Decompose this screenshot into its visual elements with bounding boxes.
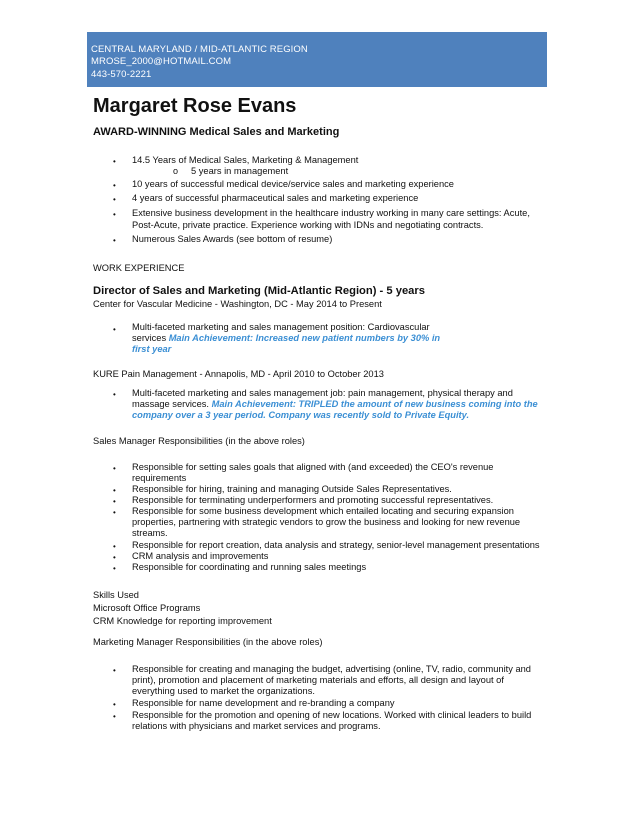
- skill-item: CRM Knowledge for reporting improvement: [93, 616, 272, 626]
- summary-item: Numerous Sales Awards (see bottom of resume): [132, 234, 333, 244]
- bullet-icon: •: [113, 181, 116, 190]
- bullet-icon: •: [113, 553, 116, 562]
- job-bullet-text: services: [132, 333, 169, 343]
- section-heading-work-experience: WORK EXPERIENCE: [93, 263, 185, 273]
- skill-item: Microsoft Office Programs: [93, 603, 201, 613]
- responsibility-item-continued: print), promotion and placement of marketing materials and efforts, all design and layout of: [132, 675, 504, 685]
- responsibility-item: Responsible for coordinating and running sales meetings: [132, 562, 367, 572]
- bullet-icon: •: [113, 390, 116, 399]
- summary-item: 14.5 Years of Medical Sales, Marketing & Management: [132, 155, 359, 165]
- responsibility-item: CRM analysis and improvements: [132, 551, 269, 561]
- responsibility-item: Responsible for the promotion and opening of new locations. Worked with clinical leaders to build: [132, 710, 532, 720]
- bullet-icon: •: [113, 564, 116, 573]
- bullet-icon: •: [113, 700, 116, 709]
- summary-item: 4 years of successful pharmaceutical sales and marketing experience: [132, 193, 419, 203]
- bullet-icon: •: [113, 712, 116, 721]
- sub-bullet-icon: o: [173, 166, 179, 176]
- skills-heading: Skills Used: [93, 590, 139, 600]
- section-heading-marketing-responsibilities: Marketing Manager Responsibilities (in the above roles): [93, 637, 323, 647]
- candidate-name: Margaret Rose Evans: [93, 95, 297, 117]
- responsibility-item: Responsible for setting sales goals that aligned with (and exceeded) the CEO's revenue: [132, 462, 494, 472]
- job-bullet: Multi-faceted marketing and sales management position: Cardiovascular: [132, 322, 430, 332]
- responsibility-item: Responsible for hiring, training and managing Outside Sales Representatives.: [132, 484, 452, 494]
- job-bullet-text: massage services.: [132, 399, 212, 409]
- tagline: AWARD-WINNING Medical Sales and Marketing: [93, 126, 340, 138]
- bullet-icon: •: [113, 666, 116, 675]
- bullet-icon: •: [113, 325, 116, 334]
- job-bullet-continued: [132, 399, 538, 411]
- job-employer: Center for Vascular Medicine - Washington, DC - May 2014 to Present: [93, 299, 382, 309]
- responsibility-item-continued: streams.: [132, 528, 168, 538]
- bullet-icon: •: [113, 157, 116, 166]
- responsibility-item: Responsible for report creation, data analysis and strategy, senior-level management presentations: [132, 540, 540, 550]
- responsibility-item: Responsible for terminating underperformers and promoting successful representatives.: [132, 495, 494, 505]
- header-email: MROSE_2000@HOTMAIL.COM: [91, 56, 232, 67]
- bullet-icon: •: [113, 195, 116, 204]
- bullet-icon: •: [113, 497, 116, 506]
- responsibility-item-continued: everything used to market the organizations.: [132, 686, 315, 696]
- bullet-icon: •: [113, 508, 116, 517]
- bullet-icon: •: [113, 236, 116, 245]
- responsibility-item-continued: requirements: [132, 473, 187, 483]
- job-bullet: Multi-faceted marketing and sales management job: pain management, physical therapy and: [132, 388, 513, 398]
- job-employer: KURE Pain Management - Annapolis, MD - April 2010 to October 2013: [93, 369, 384, 379]
- header-region: CENTRAL MARYLAND / MID-ATLANTIC REGION: [91, 44, 308, 55]
- header-phone: 443-570-2221: [91, 69, 152, 80]
- main-achievement: Main Achievement: Increased new patient numbers by 30% in: [168, 333, 441, 343]
- bullet-icon: •: [113, 542, 116, 551]
- bullet-icon: •: [113, 210, 116, 219]
- responsibility-item: Responsible for name development and re-branding a company: [132, 698, 395, 708]
- summary-item-continued: Post-Acute, private practice. Experience working with IDNs and negotiating contracts.: [132, 220, 484, 230]
- summary-item: Extensive business development in the healthcare industry working in many care settings: Acute,: [132, 208, 530, 218]
- main-achievement: Main Achievement: TRIPLED the amount of new business coming into the: [211, 399, 538, 409]
- job-bullet-continued: [132, 333, 440, 345]
- main-achievement-continued: first year: [132, 344, 172, 354]
- summary-subitem: 5 years in management: [191, 166, 289, 176]
- job-title: Director of Sales and Marketing (Mid-Atlantic Region) - 5 years: [93, 285, 425, 297]
- summary-item: 10 years of successful medical device/service sales and marketing experience: [132, 179, 454, 189]
- responsibility-item-continued: properties, partnering with strategic vendors to grow the business and looking for new revenue: [132, 517, 521, 527]
- main-achievement-continued: company over a 3 year period. Company was recently sold to Private Equity.: [132, 410, 470, 420]
- bullet-icon: •: [113, 486, 116, 495]
- responsibility-item: Responsible for creating and managing the budget, advertising (online, TV, radio, community and: [132, 664, 531, 674]
- responsibility-item-continued: relations with physicians and market services and programs.: [132, 721, 381, 731]
- responsibility-item: Responsible for some business development which entailed locating and securing expansion: [132, 506, 514, 516]
- bullet-icon: •: [113, 464, 116, 473]
- section-heading-sales-responsibilities: Sales Manager Responsibilities (in the above roles): [93, 436, 305, 446]
